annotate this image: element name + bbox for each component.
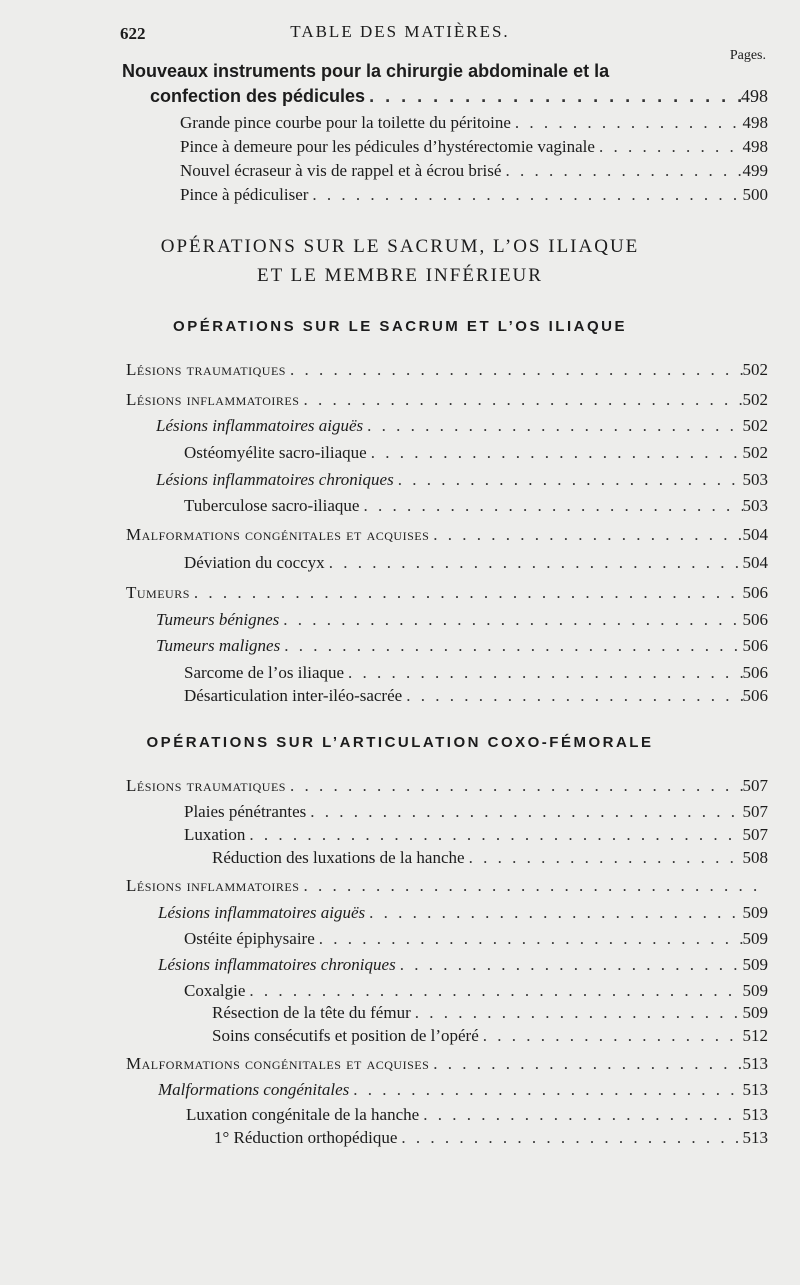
dot-leader: [315, 929, 743, 949]
toc-entry-page: 509: [742, 955, 768, 974]
toc-line: [156, 416, 768, 438]
toc-entry-title: Lésions inflammatoires aiguës: [156, 416, 364, 435]
dot-leader: [429, 525, 742, 545]
toc-line: [184, 802, 768, 824]
toc-entry-page: 506: [742, 583, 768, 602]
toc-entry-page: 498: [742, 113, 768, 132]
toc-entry-page: 512: [742, 1026, 768, 1045]
toc-entry-title: Ostéite épiphysaire: [184, 929, 315, 948]
dot-leader: [397, 1128, 742, 1148]
toc-entry-page: 502: [742, 390, 768, 409]
toc-entry-page: 502: [742, 416, 768, 435]
toc-line: [156, 470, 768, 492]
toc-line: [186, 1105, 768, 1127]
toc-entry-page: 498: [742, 137, 768, 156]
toc-entry-page: 508: [742, 848, 768, 867]
toc-entry-page: 509: [742, 1003, 768, 1022]
toc-line: [156, 636, 768, 658]
toc-entry-page: 502: [742, 443, 768, 462]
toc-line: [184, 686, 768, 708]
toc-entry-page: 513: [742, 1128, 768, 1147]
dot-leader: [308, 185, 742, 205]
toc-entry-page: 499: [742, 161, 768, 180]
dot-leader: [595, 137, 743, 157]
dot-leader: [363, 416, 742, 436]
dot-leader: [365, 903, 742, 923]
toc-line: [184, 553, 768, 575]
toc-line: [184, 443, 768, 465]
dot-leader: [344, 663, 742, 683]
toc-entry-page: 503: [742, 496, 768, 515]
toc-line: [180, 185, 768, 207]
toc-entry-title: Malformations congénitales: [158, 1080, 350, 1099]
dot-leader: [325, 553, 743, 573]
toc-entry-page: 506: [742, 610, 768, 629]
toc-entry-title: Luxation: [184, 825, 246, 844]
section-title-line: Nouveaux instruments pour la chirurgie abdominale et la: [122, 61, 610, 81]
toc-entry-page: 506: [742, 663, 768, 682]
toc-entry-page: 509: [742, 981, 768, 1000]
toc-entry-page: 498: [741, 86, 768, 106]
toc-entry-title: Lésions inflammatoires chroniques: [158, 955, 396, 974]
toc-line: [212, 1026, 768, 1048]
dot-leader: [280, 636, 742, 656]
pages-column-label: Pages.: [729, 48, 766, 63]
toc-entry-page: 509: [742, 929, 768, 948]
toc-line: [214, 1128, 768, 1150]
toc-entry-title: Grande pince courbe pour la toilette du péritoine: [180, 113, 511, 132]
toc-entry-page: 507: [742, 825, 768, 844]
toc-line: [156, 610, 768, 632]
toc-line: [158, 1080, 768, 1102]
toc-entry-title: Résection de la tête du fémur: [212, 1003, 411, 1022]
toc-entry-title: Lésions inflammatoires: [126, 876, 300, 895]
toc-entry-title: Coxalgie: [184, 981, 246, 1000]
toc-line: [126, 583, 768, 605]
toc-entry-title: confection des pédicules: [150, 86, 366, 106]
toc-entry-page: 500: [742, 185, 768, 204]
dot-leader: [245, 981, 742, 1001]
toc-entry-page: 503: [742, 470, 768, 489]
toc-line: [126, 1054, 768, 1076]
toc-entry-title: Lésions inflammatoires: [126, 390, 300, 409]
toc-line: [126, 776, 768, 798]
section-heading: OPÉRATIONS SUR LE SACRUM ET L’OS ILIAQUE: [173, 318, 627, 335]
toc-entry-page: 509: [742, 903, 768, 922]
toc-line: [126, 876, 768, 898]
toc-line: [184, 663, 768, 685]
dot-leader: [465, 848, 743, 868]
dot-leader: [419, 1105, 742, 1125]
dot-leader: [286, 776, 743, 796]
toc-entry-page: 507: [742, 802, 768, 821]
toc-entry-title: Soins consécutifs et position de l’opéré: [212, 1026, 479, 1045]
toc-line: [150, 86, 768, 108]
toc-entry-title: Pince à demeure pour les pédicules d’hystérectomie vaginale: [180, 137, 595, 156]
toc-entry-title: Tumeurs: [126, 583, 190, 602]
dot-leader: [367, 443, 743, 463]
dot-leader: [279, 610, 742, 630]
part-heading: ET LE MEMBRE INFÉRIEUR: [257, 265, 543, 286]
toc-line: [184, 981, 768, 1003]
toc-entry-page: 513: [742, 1105, 768, 1124]
toc-entry-title: Tuberculose sacro-iliaque: [184, 496, 360, 515]
toc-entry-page: 513: [742, 1080, 768, 1099]
dot-leader: [411, 1003, 743, 1023]
dot-leader: [245, 825, 742, 845]
dot-leader: [286, 360, 743, 380]
dot-leader: [306, 802, 742, 822]
dot-leader: [396, 955, 743, 975]
toc-line: [212, 848, 768, 870]
toc-entry-title: Lésions traumatiques: [126, 776, 286, 795]
page-number: 622: [120, 24, 146, 43]
dot-leader: [479, 1026, 743, 1046]
dot-leader: [359, 496, 742, 516]
dot-leader: [394, 470, 743, 490]
toc-entry-page: 506: [742, 686, 768, 705]
toc-entry-title: 1° Réduction orthopédique: [214, 1128, 398, 1147]
toc-line: [158, 955, 768, 977]
toc-entry-title: Lésions inflammatoires chroniques: [156, 470, 394, 489]
toc-line: [184, 929, 768, 951]
toc-entry-title: Malformations congénitales et acquises: [126, 525, 430, 544]
toc-entry-page: 507: [742, 776, 768, 795]
dot-leader: [299, 876, 768, 896]
toc-line: [184, 825, 768, 847]
toc-entry-title: Luxation congénitale de la hanche: [186, 1105, 420, 1124]
toc-entry-title: Réduction des luxations de la hanche: [212, 848, 465, 867]
toc-entry-title: Pince à pédiculiser: [180, 185, 309, 204]
dot-leader: [365, 86, 741, 107]
toc-entry-page: 506: [742, 636, 768, 655]
toc-line: [126, 525, 768, 547]
toc-line: [126, 360, 768, 382]
toc-entry-title: Déviation du coccyx: [184, 553, 325, 572]
dot-leader: [511, 113, 743, 133]
part-heading: OPÉRATIONS SUR LE SACRUM, L’OS ILIAQUE: [160, 236, 640, 257]
toc-entry-page: 502: [742, 360, 768, 379]
dot-leader: [299, 390, 742, 410]
toc-line: [180, 161, 768, 183]
toc-entry-title: Nouvel écraseur à vis de rappel et à écrou brisé: [180, 161, 502, 180]
toc-entry-page: 504: [742, 553, 768, 572]
toc-line: [158, 903, 768, 925]
toc-entry-title: Lésions inflammatoires aiguës: [158, 903, 366, 922]
running-head: TABLE DES MATIÈRES.: [290, 22, 510, 41]
dot-leader: [349, 1080, 742, 1100]
toc-entry-title: Ostéomyélite sacro-iliaque: [184, 443, 367, 462]
toc-entry-title: Malformations congénitales et acquises: [126, 1054, 430, 1073]
dot-leader: [190, 583, 743, 603]
toc-entry-title: Lésions traumatiques: [126, 360, 286, 379]
toc-line: [212, 1003, 768, 1025]
toc-line: [180, 113, 768, 135]
toc-entry-page: 513: [742, 1054, 768, 1073]
toc-line: [184, 496, 768, 518]
section-heading: OPÉRATIONS SUR L’ARTICULATION COXO-FÉMORALE: [146, 734, 654, 751]
toc-line: [180, 137, 768, 159]
dot-leader: [402, 686, 742, 706]
toc-entry-title: Désarticulation inter-iléo-sacrée: [184, 686, 403, 705]
toc-entry-page: 504: [742, 525, 768, 544]
toc-entry-title: Tumeurs bénignes: [156, 610, 280, 629]
dot-leader: [429, 1054, 742, 1074]
toc-entry-title: Sarcome de l’os iliaque: [184, 663, 345, 682]
toc-entry-title: Plaies pénétrantes: [184, 802, 307, 821]
toc-line: [126, 390, 768, 412]
toc-entry-title: Tumeurs malignes: [156, 636, 281, 655]
dot-leader: [501, 161, 742, 181]
